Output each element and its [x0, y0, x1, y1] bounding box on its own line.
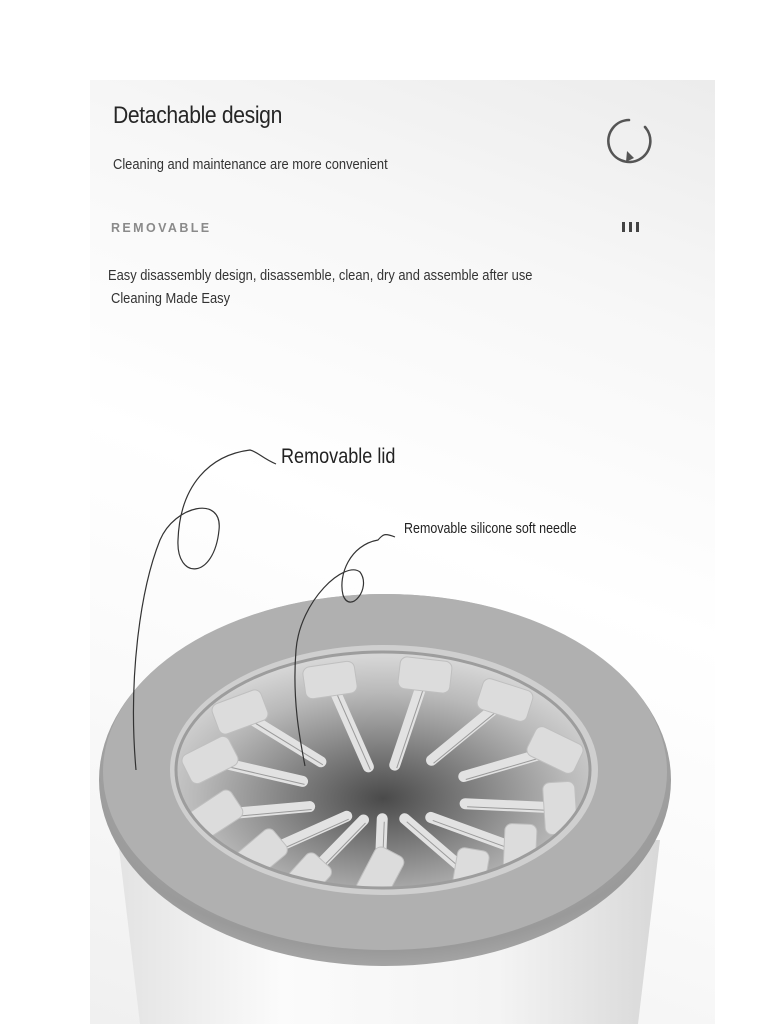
needle-pad [397, 656, 452, 694]
callout-label-lid: Removable lid [281, 445, 396, 468]
page-subtitle: Cleaning and maintenance are more convenient [113, 156, 388, 173]
description-line-1: Easy disassembly design, disassemble, clean, dry and assemble after use [108, 267, 533, 284]
description-line-2: Cleaning Made Easy [111, 290, 231, 307]
section-tag: REMOVABLE [111, 221, 212, 235]
page-title: Detachable design [113, 102, 282, 129]
callout-label-needle: Removable silicone soft needle [404, 521, 577, 537]
needle-pad [302, 660, 358, 699]
